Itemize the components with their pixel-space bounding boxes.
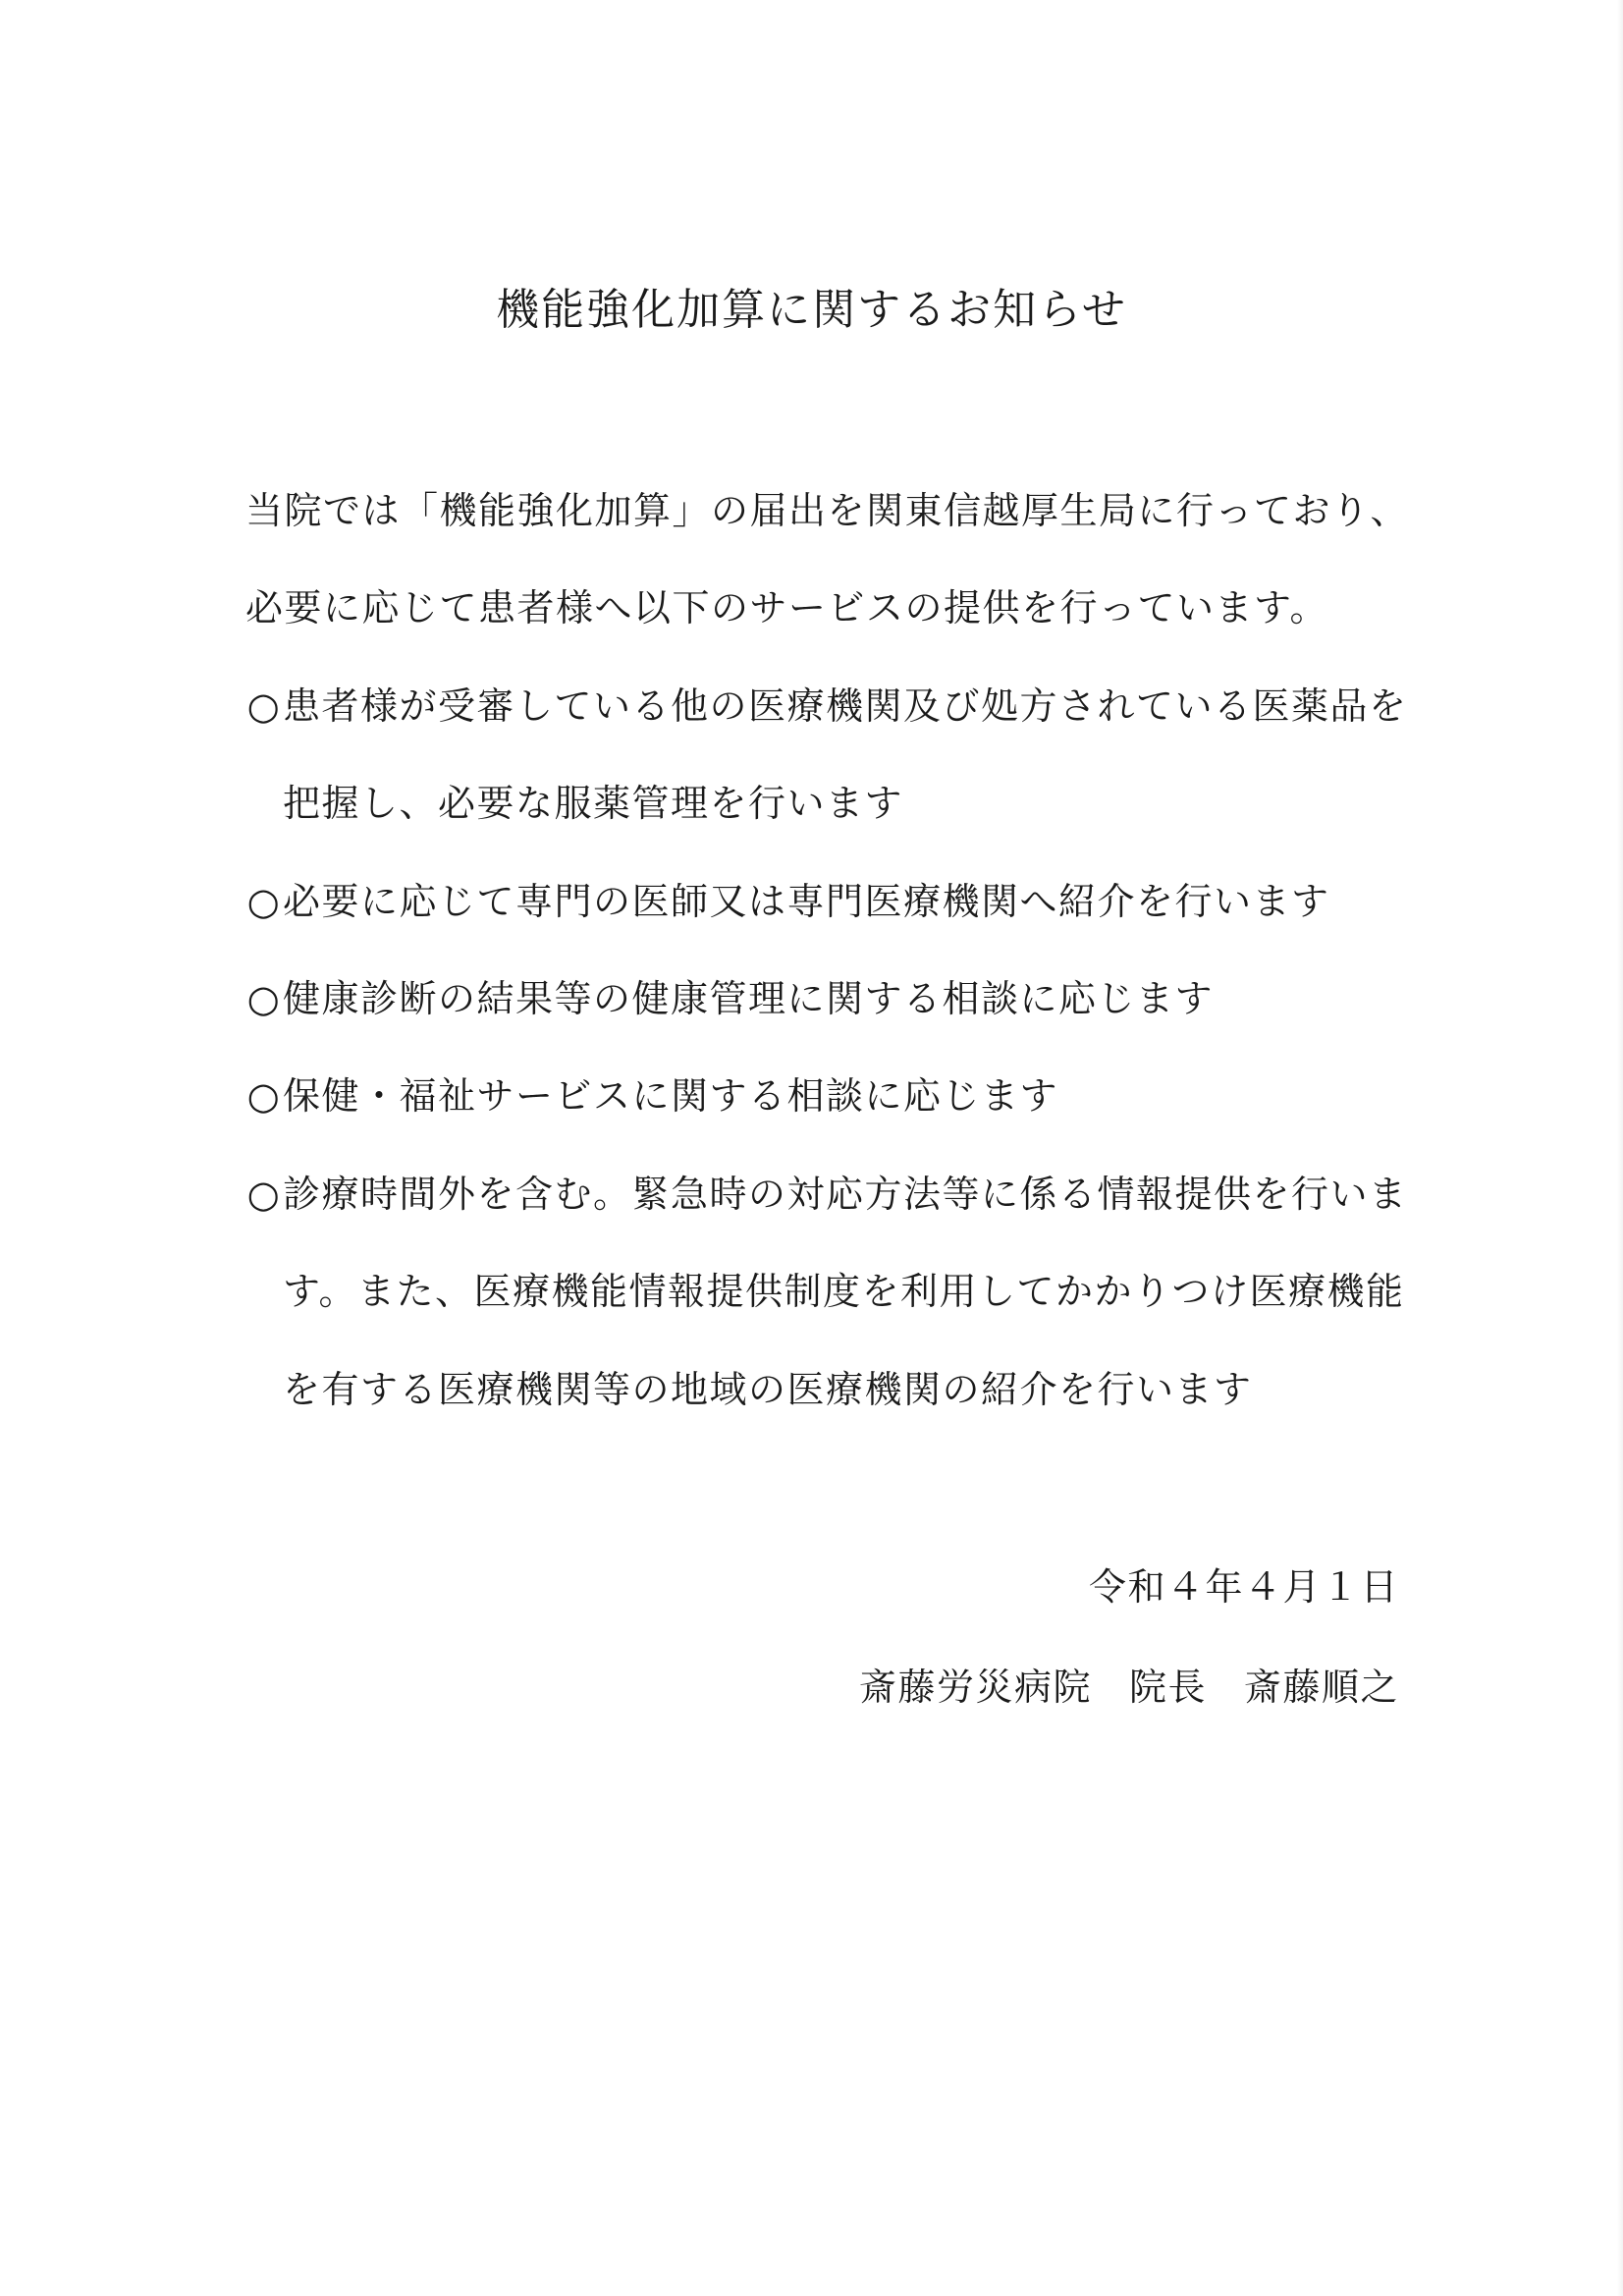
circle-bullet-icon: ○	[246, 977, 282, 1020]
list-item-3	[245, 974, 1214, 1023]
signer-name: 斎藤順之	[1243, 1666, 1399, 1709]
issue-date: 令和４年４月１日	[1088, 1565, 1399, 1609]
list-item-1-continuation	[245, 779, 903, 828]
list-item-5-continuation-2	[245, 1365, 1253, 1414]
circle-bullet-icon: ○	[246, 880, 282, 923]
signature-line	[859, 1663, 1399, 1712]
list-item-text: 診療時間外を含む。緊急時の対応方法等に係る情報提供を行いま	[283, 1173, 1408, 1216]
list-item-4	[245, 1071, 1058, 1121]
scan-edge	[1617, 0, 1623, 2296]
list-item-text: 健康診断の結果等の健康管理に関する相談に応じます	[283, 977, 1215, 1020]
intro-line-2: 必要に応じて患者様へ以下のサービスの提供を行っています。	[245, 586, 1328, 629]
list-item-text: 保健・福祉サービスに関する相談に応じます	[283, 1074, 1059, 1118]
circle-bullet-icon: ○	[246, 1074, 282, 1118]
intro-line-1: 当院では「機能強化加算」の届出を関東信越厚生局に行っており、	[245, 489, 1410, 532]
circle-bullet-icon: ○	[246, 1173, 282, 1216]
list-item-text: 把握し、必要な服薬管理を行います	[283, 782, 904, 825]
list-item-text: を有する医療機関等の地域の医療機関の紹介を行います	[283, 1368, 1253, 1411]
list-item-text: す。また、医療機能情報提供制度を利用してかかりつけ医療機能	[283, 1270, 1405, 1313]
list-item-2	[245, 877, 1330, 926]
circle-bullet-icon: ○	[246, 684, 282, 728]
list-item-5	[245, 1170, 1408, 1219]
hospital-name: 斎藤労災病院	[858, 1666, 1092, 1709]
list-item-5-continuation-1	[245, 1267, 1404, 1316]
list-item-1	[245, 682, 1408, 731]
list-item-text: 患者様が受審している他の医療機関及び処方されている医薬品を	[283, 684, 1408, 728]
list-item-text: 必要に応じて専門の医師又は専門医療機関へ紹介を行います	[283, 880, 1330, 923]
notice-title: 機能強化加算に関するお知らせ	[496, 285, 1127, 335]
signer-position: 院長	[1128, 1666, 1207, 1709]
